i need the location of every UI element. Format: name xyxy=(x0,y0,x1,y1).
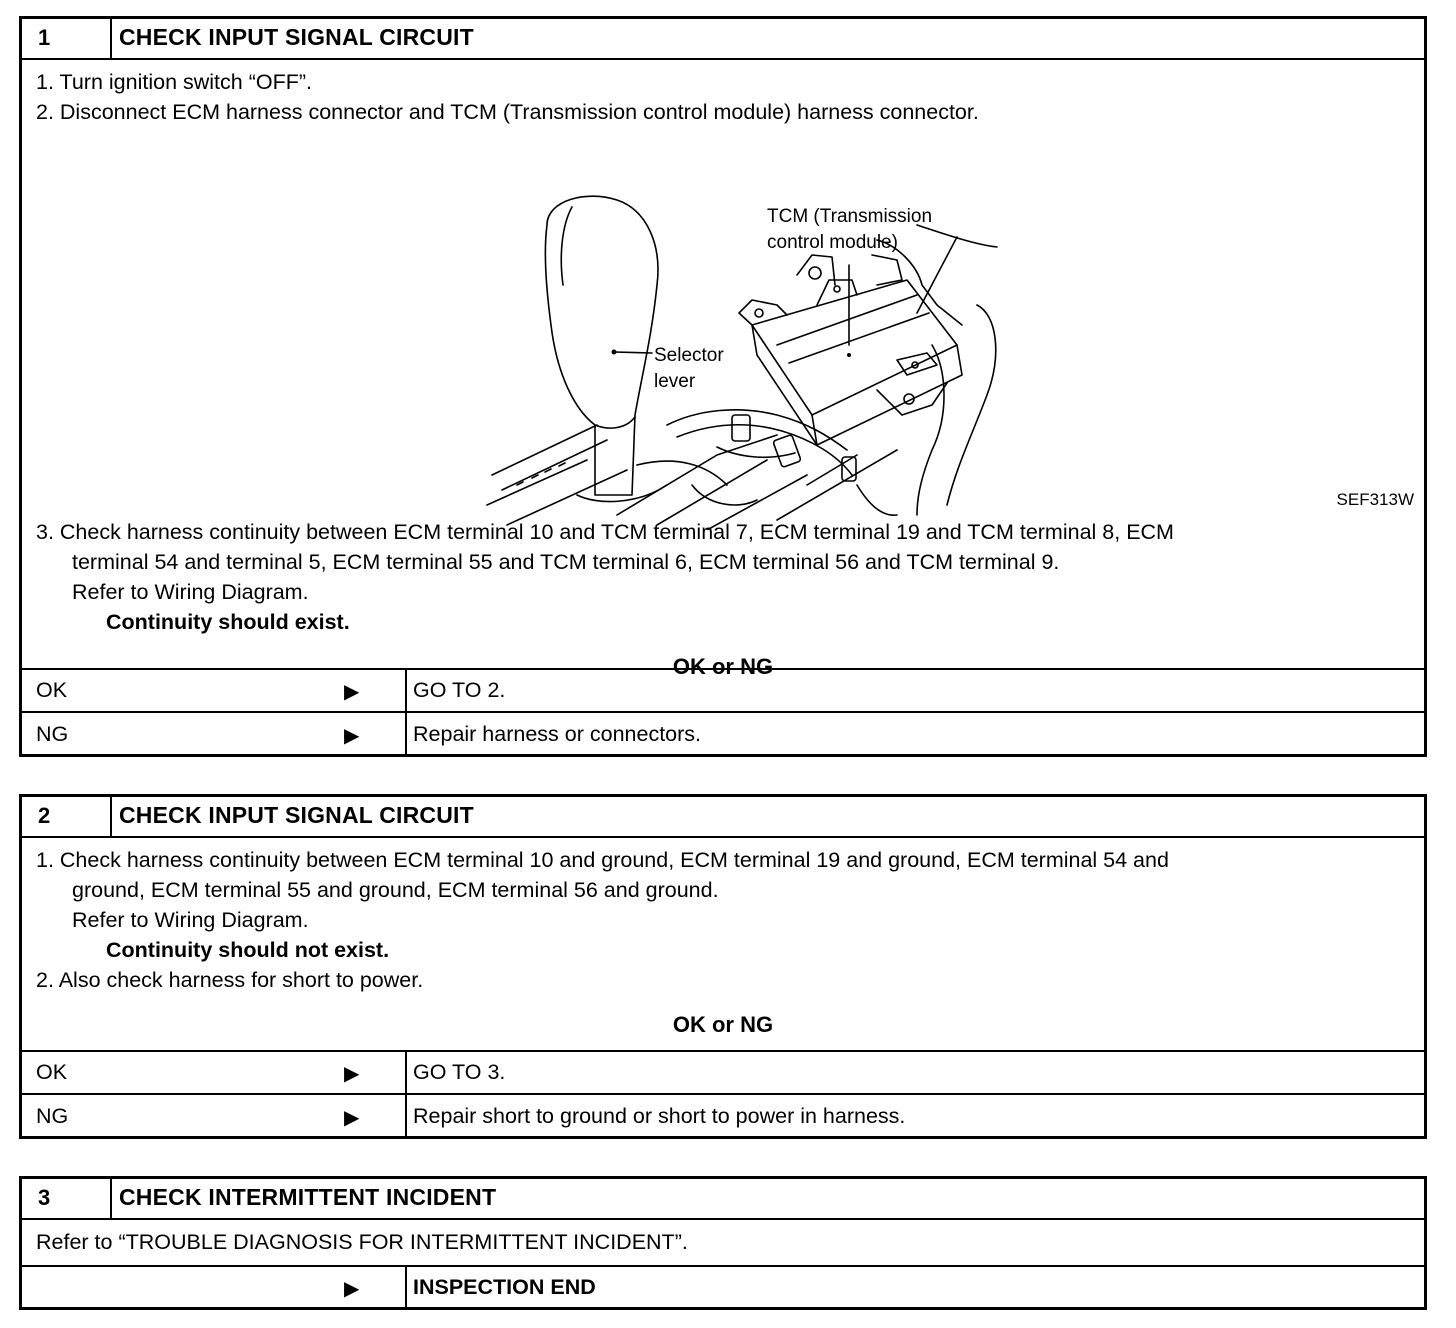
selector-label-line-2: lever xyxy=(654,371,696,392)
decision-heading: OK or NG xyxy=(672,654,774,679)
ng-label: NG xyxy=(36,722,69,746)
result-row xyxy=(22,1265,1424,1309)
step-title: CHECK INTERMITTENT INCIDENT xyxy=(119,1184,497,1210)
ok-result: GO TO 3. xyxy=(413,1060,506,1084)
instruction-1: 1. Check harness continuity between ECM terminal 10 and ground, ECM terminal 19 and ground, ECM terminal 54 and xyxy=(36,848,1169,872)
step-2-header xyxy=(22,797,1424,838)
instruction-3-cont: terminal 54 and terminal 5, ECM terminal 55 and TCM terminal 6, ECM terminal 56 and TCM terminal 9. xyxy=(72,550,1060,574)
arrow-icon: ▶ xyxy=(344,1063,360,1085)
ng-result: Repair short to ground or short to power in harness. xyxy=(413,1104,906,1128)
instruction-3: 3. Check harness continuity between ECM terminal 10 and TCM terminal 7, ECM terminal 19 and TCM terminal 8, ECM xyxy=(36,520,1174,544)
step-number: 2 xyxy=(38,803,51,828)
expected-result: Continuity should exist. xyxy=(106,610,350,634)
instruction-1: 1. Turn ignition switch “OFF”. xyxy=(36,70,312,94)
step-title: CHECK INPUT SIGNAL CIRCUIT xyxy=(119,802,474,828)
tcm-location-illustration xyxy=(477,185,1007,530)
final-result: INSPECTION END xyxy=(413,1275,596,1299)
ng-row xyxy=(22,711,1424,756)
step-2-body xyxy=(22,838,1424,1048)
step-3-box xyxy=(19,1176,1427,1310)
tcm-label-line-1: TCM (Transmission xyxy=(767,206,933,227)
step-2-box xyxy=(19,794,1427,1139)
selector-label-line-1: Selector xyxy=(654,345,724,366)
ng-label: NG xyxy=(36,1104,69,1128)
refer-wiring: Refer to Wiring Diagram. xyxy=(72,908,309,932)
step-1-body xyxy=(22,60,1424,679)
step-title: CHECK INPUT SIGNAL CIRCUIT xyxy=(119,24,474,50)
ok-row xyxy=(22,1050,1424,1094)
arrow-icon: ▶ xyxy=(344,725,360,747)
arrow-icon: ▶ xyxy=(344,1107,360,1129)
step-3-body xyxy=(22,1220,1424,1264)
ok-row xyxy=(22,668,1424,712)
ok-label: OK xyxy=(36,1060,68,1084)
refer-text: Refer to “TROUBLE DIAGNOSIS FOR INTERMITTENT INCIDENT”. xyxy=(36,1230,688,1254)
step-number: 3 xyxy=(38,1185,51,1210)
step-3-header xyxy=(22,1179,1424,1220)
refer-wiring: Refer to Wiring Diagram. xyxy=(72,580,309,604)
instruction-1-cont: ground, ECM terminal 55 and ground, ECM terminal 56 and ground. xyxy=(72,878,719,902)
ok-result: GO TO 2. xyxy=(413,678,506,702)
arrow-icon: ▶ xyxy=(344,681,360,703)
expected-result: Continuity should not exist. xyxy=(106,938,390,962)
ng-row xyxy=(22,1093,1424,1138)
instruction-2: 2. Also check harness for short to power. xyxy=(36,968,424,992)
arrow-icon: ▶ xyxy=(344,1278,360,1300)
step-number: 1 xyxy=(38,25,51,50)
tcm-label-line-2: control module) xyxy=(767,232,898,253)
decision-heading: OK or NG xyxy=(672,1012,774,1037)
figure-code: SEF313W xyxy=(1336,490,1414,509)
ok-label: OK xyxy=(36,678,68,702)
step-1-box xyxy=(19,16,1427,757)
ng-result: Repair harness or connectors. xyxy=(413,722,702,746)
instruction-2: 2. Disconnect ECM harness connector and TCM (Transmission control module) harness connector. xyxy=(36,100,979,124)
step-1-header xyxy=(22,19,1424,60)
